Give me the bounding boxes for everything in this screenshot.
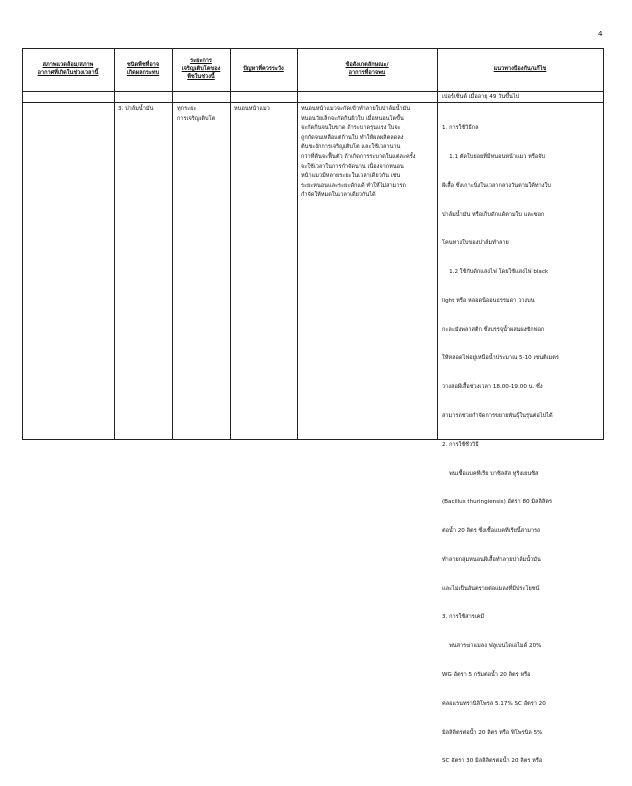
table-top-border — [22, 48, 604, 49]
table-left-border — [22, 48, 23, 440]
column-divider-1 — [114, 48, 115, 440]
column-divider-2 — [172, 48, 173, 440]
crop-name: 3. ปาล์มน้ำมัน — [118, 106, 154, 112]
table-right-border — [603, 48, 604, 440]
pest-table — [22, 48, 604, 765]
header-bottom-border — [22, 91, 604, 92]
header-environment: สภาพแวดล้อม/สภาพ อากาศที่เกิดในช่วงเวลานี้ — [37, 62, 99, 76]
column-divider-4 — [297, 48, 298, 440]
problem-name: หนอนหน้าแมว — [234, 106, 270, 112]
symptoms-text: หนอนหน้าแมวจะกัดเข้าทำลายใบปาล์มน้ำมัน หนอนวัยเล็กจะกัดกินผิวใบ เมื่อหนอนโตขึ้น จะกัดกินจนใบขาด ถ้าระบาดรุนแรง ใบจะ ถูกกัดจนเหลือแต่ก้านใบ ทำให้ผลผลิตลดลง ต้นชะงักการเจริญเติบโต และใช้เวลานาน กว่าที่ต้นจะฟื้นตัว ถ้าเกิดการระบาดในแต่ละครั้ง จะใช้เวลาในการกำจัดนาน เนื่องจากหนอน หน้าแมวมีหลายระยะในเวลาเดียวกัน เช่น ระยะหนอนและระยะดักแด้ ทำให้ไม่สามารถ กำจัดให้หมดในเวลาเดียวกันได้ — [301, 106, 416, 199]
column-divider-5 — [437, 48, 438, 440]
column-divider-3 — [230, 48, 231, 440]
header-symptoms: ข้อสังเกตลักษณะ/ อาการที่อาจพบ — [345, 62, 389, 76]
header-remedy: แนวทางป้องกัน/แก้ไข — [493, 66, 547, 72]
header-problem: ปัญหาที่ควรระวัง — [243, 66, 284, 72]
remedy-text: 1. การใช้วิธีกล 1.1 ตัดใบย่อยที่มีหนอนหน้าแมว หรือจับ ผีเสื้อ ซึ่งเกาะนิ่งในเวลากลางวันตามใต้ทางใบ ปาล์มน้ำมัน หรือเก็บดักแด้ตามใบ และซอก โคนทางใบของปาล์มทำลาย 1.2 ใช้กับดักแสงไฟ โดยใช้แสงไฟ black light หรือ หลอดนีออนธรรมดา วางบน กะละมังพลาสติก ซึ่งบรรจุน้ำผสมผงซักฟอก ให้หลอดไฟอยู่เหนือน้ำประมาณ 5-10 เซนติเมตร วางล่อผีเสื้อช่วงเวลา 18.00-19.00 น. ซึ่ง สามารถช่วยกำจัดการขยายพันธุ์ในรุ่นต่อไปได้ 2. การใช้ชีววิธี พ่นเชื้อแบคทีเรีย บาซิลลัส ทูริงเยนซิส (Bacillus thuringiensis) อัตรา 80 มิลลิลิตร ต่อน้ำ 20 ลิตร ซึ่งเชื้อแบคทีเรียนี้สามารถ ทำลายกลุ่มหนอนผีเสื้อทำลายปาล์มน้ำมัน และไม่เป็นอันตรายต่อแมลงที่มีประโยชน์ 3. การใช้สารเคมี พ่นสารฆ่าแมลง ฟลูเบนไดเอไมด์ 20% WG อัตรา 5 กรัมต่อน้ำ 20 ลิตร หรือ คลอแรนทรานิลิโพรล 5.17% SC อัตรา 20 มิลลิลิตรต่อน้ำ 20 ลิตร หรือ ฟิโพรนิล 5% SC อัตรา 30 มิลลิลิตรต่อน้ำ 20 ลิตร หรือ — [442, 125, 559, 765]
continued-remedy-text: เปอร์เซ็นต์ เมื่ออายุ 49 วันขึ้นไป — [442, 94, 520, 100]
growth-stage: ทุกระยะ การเจริญเติบโต — [177, 106, 216, 122]
header-growth-stage: ระยะการ เจริญเติบโตของ พืชในช่วงนี้ — [181, 58, 221, 80]
page-number: 4 — [598, 30, 603, 38]
header-crop: ชนิดพืชที่อาจ เกิดผลกระทบ — [126, 62, 160, 76]
